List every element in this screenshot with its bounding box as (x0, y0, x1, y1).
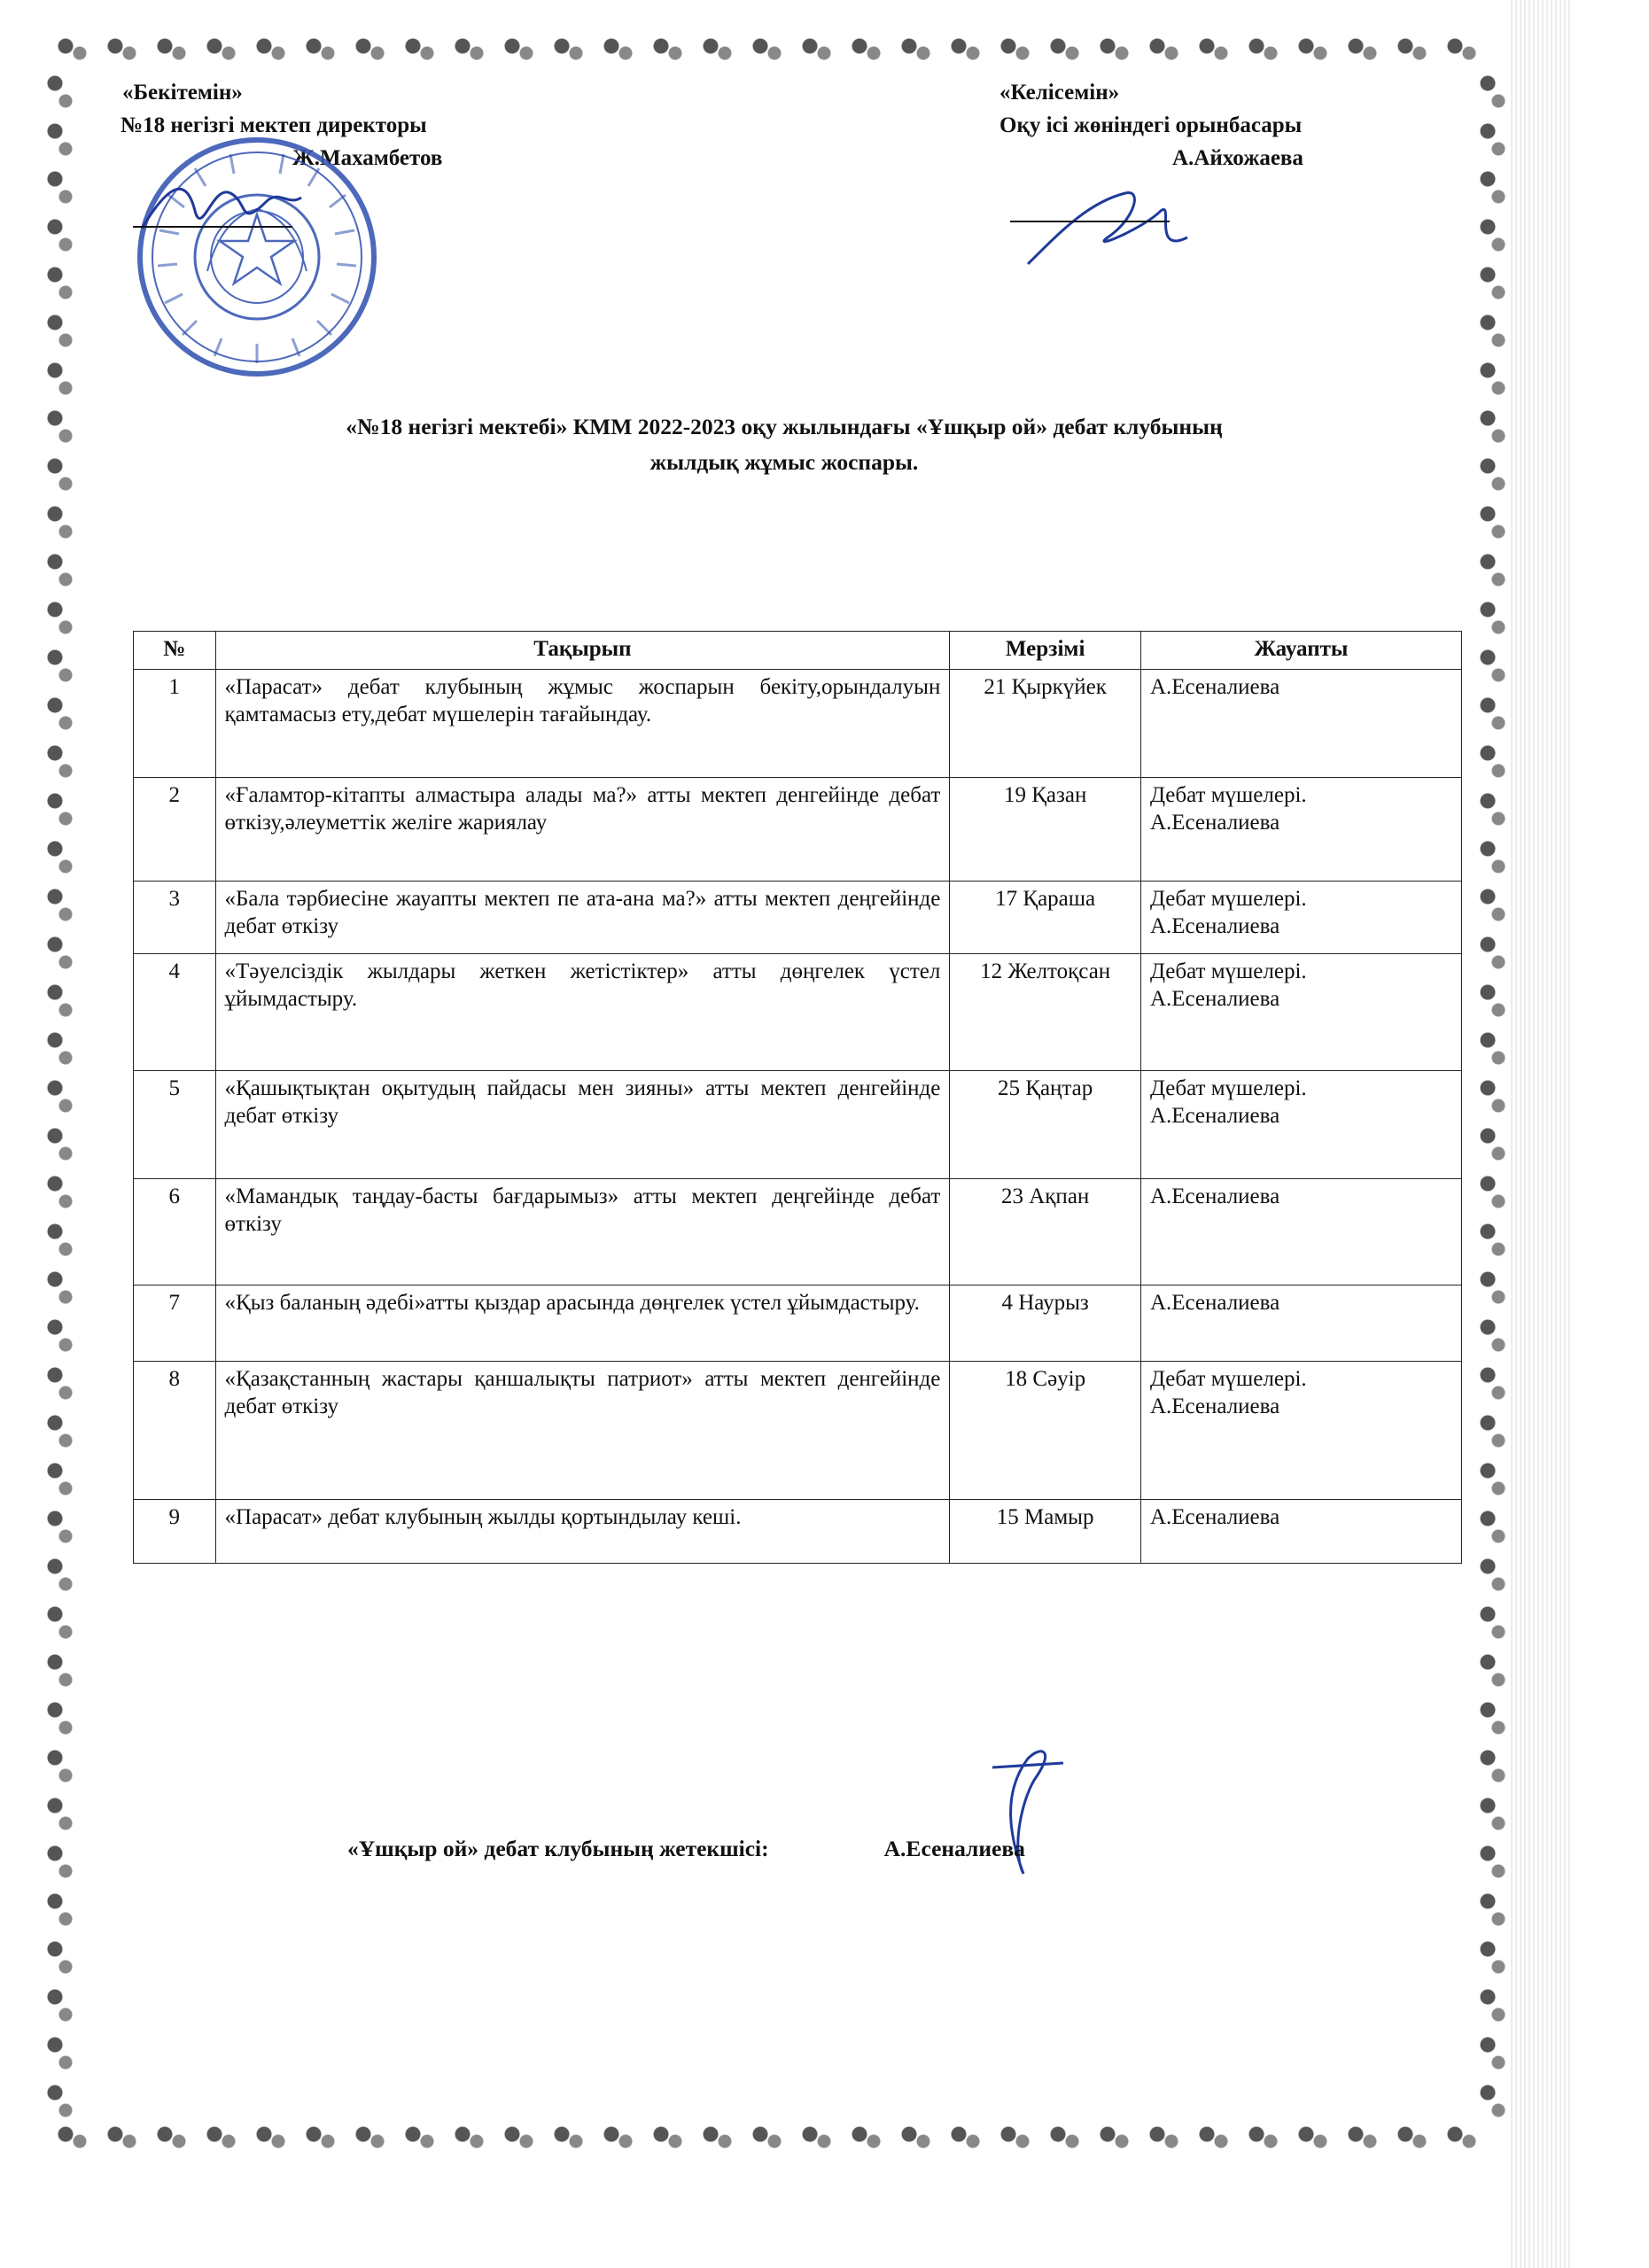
director-signature-icon (133, 167, 310, 255)
approve-label: «Бекітемін» (122, 81, 243, 105)
row-responsible (1140, 670, 1461, 778)
work-plan-table (133, 631, 1462, 1564)
agreement-block (1000, 76, 1496, 175)
row-date: 12 Желтоқсан (950, 954, 1141, 1071)
agree-label: «Келісемін» (1000, 81, 1120, 105)
document-title (128, 409, 1440, 480)
table-row (134, 670, 1462, 778)
club-leader-label: «Ұшқыр ой» дебат клубының жетекшісі: (347, 1836, 769, 1861)
responsible-line-2: А.Есеналиева (1149, 1104, 1280, 1128)
row-date: 15 Мамыр (950, 1500, 1141, 1564)
scan-edge-noise (1511, 0, 1573, 2268)
responsible-line-1: Дебат мүшелері. (1149, 783, 1307, 807)
table-row (134, 778, 1462, 882)
row-topic: «Мамандық таңдау-басты бағдарымыз» атты мектеп деңгейінде дебат өткізу (215, 1179, 950, 1285)
responsible-line-1: Дебат мүшелері. (1149, 1367, 1307, 1391)
row-topic: «Бала тәрбиесіне жауапты мектеп пе ата-ана ма?» атты мектеп деңгейінде дебат өткізу (215, 882, 950, 954)
row-number: 9 (134, 1500, 216, 1564)
table-row (134, 882, 1462, 954)
approve-position: №18 негізгі мектеп директоры (121, 113, 427, 137)
club-leader-name: А.Есеналиева (883, 1836, 1025, 1861)
row-number: 3 (134, 882, 216, 954)
col-header-topic: Тақырып (215, 632, 950, 670)
row-date: 17 Қараша (950, 882, 1141, 954)
responsible-line-1: Дебат мүшелері. (1149, 887, 1307, 911)
responsible-line-2: А.Есеналиева (1149, 1394, 1280, 1418)
responsible-line-1: А.Есеналиева (1149, 1184, 1280, 1208)
row-number: 5 (134, 1071, 216, 1179)
table-row (134, 1285, 1462, 1362)
decorative-border-top (53, 34, 1489, 71)
table-row (134, 1362, 1462, 1500)
row-topic: «Қазақстанның жастары қаншалықты патриот» атты мектеп денгейінде дебат өткізу (215, 1362, 950, 1500)
responsible-line-1: А.Есеналиева (1149, 1505, 1280, 1529)
row-number: 2 (134, 778, 216, 882)
deputy-signature-icon (1010, 175, 1205, 291)
table-row (134, 954, 1462, 1071)
responsible-line-2: А.Есеналиева (1149, 914, 1280, 938)
row-responsible (1140, 778, 1461, 882)
row-responsible (1140, 954, 1461, 1071)
table-header-row (134, 632, 1462, 670)
row-responsible (1140, 1179, 1461, 1285)
row-number: 6 (134, 1179, 216, 1285)
row-responsible (1140, 1285, 1461, 1362)
responsible-line-1: А.Есеналиева (1149, 675, 1280, 699)
row-number: 4 (134, 954, 216, 1071)
row-date: 18 Сәуір (950, 1362, 1141, 1500)
table-row (134, 1500, 1462, 1564)
row-number: 1 (134, 670, 216, 778)
decorative-border-left (43, 71, 80, 2122)
row-responsible (1140, 1500, 1461, 1564)
row-number: 7 (134, 1285, 216, 1362)
responsible-line-2: А.Есеналиева (1149, 811, 1280, 835)
responsible-line-2: А.Есеналиева (1149, 987, 1280, 1011)
responsible-line-1: А.Есеналиева (1149, 1291, 1280, 1315)
decorative-border-bottom (53, 2122, 1489, 2159)
agree-name: А.Айхожаева (1172, 146, 1303, 170)
row-date: 23 Ақпан (950, 1179, 1141, 1285)
row-date: 4 Наурыз (950, 1285, 1141, 1362)
row-topic: «Тәуелсіздік жылдары жеткен жетістіктер» атты дөңгелек үстел ұйымдастыру. (215, 954, 950, 1071)
col-header-responsible: Жауапты (1140, 632, 1461, 670)
row-topic: «Ғаламтор-кітапты алмастыра алады ма?» атты мектеп денгейінде дебат өткізу,әлеуметтік желіге жариялау (215, 778, 950, 882)
responsible-line-1: Дебат мүшелері. (1149, 959, 1307, 983)
row-date: 21 Қыркүйек (950, 670, 1141, 778)
responsible-line-1: Дебат мүшелері. (1149, 1076, 1307, 1100)
row-date: 25 Қаңтар (950, 1071, 1141, 1179)
row-responsible (1140, 1362, 1461, 1500)
row-responsible (1140, 1071, 1461, 1179)
club-leader-line (347, 1836, 1025, 1862)
row-topic: «Парасат» дебат клубының жұмыс жоспарын бекіту,орындалуын қамтамасыз ету,дебат мүшелерін тағайындау. (215, 670, 950, 778)
row-topic: «Қыз баланың әдебі»атты қыздар арасында дөңгелек үстел ұйымдастыру. (215, 1285, 950, 1362)
title-line-1: «№18 негізгі мектебі» КММ 2022-2023 оқу жылындағы «Ұшқыр ой» дебат клубының (346, 414, 1223, 439)
row-topic: «Қашықтықтан оқытудың пайдасы мен зияны» атты мектеп денгейінде дебат өткізу (215, 1071, 950, 1179)
row-topic: «Парасат» дебат клубының жылды қортындылау кеші. (215, 1500, 950, 1564)
table-row (134, 1071, 1462, 1179)
approve-name: Ж.Махамбетов (292, 146, 443, 170)
row-date: 19 Қазан (950, 778, 1141, 882)
agree-position: Оқу ісі жөніндегі орынбасары (1000, 113, 1303, 137)
title-line-2: жылдық жұмыс жоспары. (649, 449, 919, 475)
row-responsible (1140, 882, 1461, 954)
table-row (134, 1179, 1462, 1285)
decorative-border-right (1475, 71, 1513, 2122)
col-header-date: Мерзімі (950, 632, 1141, 670)
row-number: 8 (134, 1362, 216, 1500)
col-header-number: № (134, 632, 216, 670)
